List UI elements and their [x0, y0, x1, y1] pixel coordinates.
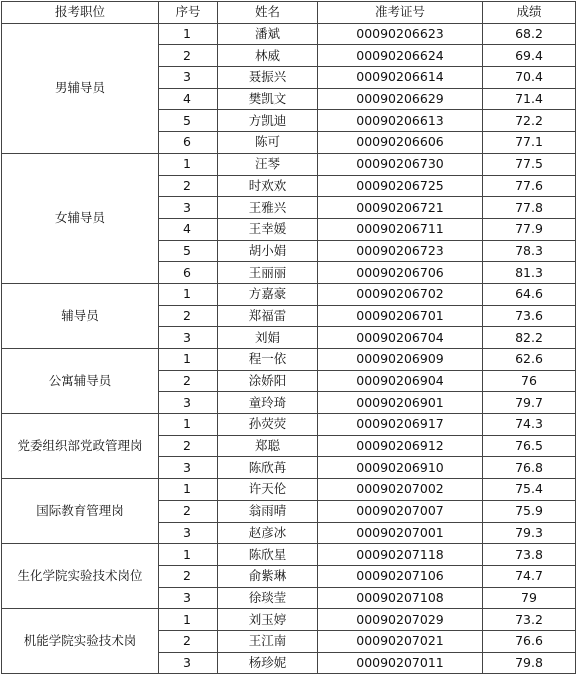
name-cell: 陈欣星: [218, 544, 318, 566]
score-cell: 74.7: [483, 565, 576, 587]
position-cell: 国际教育管理岗: [2, 479, 159, 544]
score-cell: 73.6: [483, 305, 576, 327]
name-cell: 许天伦: [218, 479, 318, 501]
seq-cell: 3: [159, 522, 218, 544]
exam-id-cell: 00090207021: [318, 630, 483, 652]
name-cell: 汪琴: [218, 153, 318, 175]
header-exam-id: 准考证号: [318, 2, 483, 24]
position-cell: 机能学院实验技术岗: [2, 609, 159, 674]
seq-cell: 3: [159, 327, 218, 349]
score-cell: 69.4: [483, 45, 576, 67]
exam-id-cell: 00090206606: [318, 132, 483, 154]
name-cell: 程一依: [218, 349, 318, 371]
name-cell: 童玲琦: [218, 392, 318, 414]
exam-id-cell: 00090206909: [318, 349, 483, 371]
seq-cell: 5: [159, 240, 218, 262]
seq-cell: 4: [159, 88, 218, 110]
seq-cell: 6: [159, 132, 218, 154]
score-cell: 73.2: [483, 609, 576, 631]
seq-cell: 3: [159, 457, 218, 479]
table-row: [2, 414, 576, 436]
exam-id-cell: 00090207002: [318, 479, 483, 501]
seq-cell: 1: [159, 544, 218, 566]
name-cell: 胡小娟: [218, 240, 318, 262]
exam-id-cell: 00090207001: [318, 522, 483, 544]
name-cell: 翁雨晴: [218, 500, 318, 522]
score-table: [1, 1, 576, 674]
score-cell: 76.5: [483, 435, 576, 457]
seq-cell: 2: [159, 305, 218, 327]
score-cell: 78.3: [483, 240, 576, 262]
table-row: [2, 23, 576, 45]
exam-id-cell: 00090206614: [318, 67, 483, 89]
score-cell: 62.6: [483, 349, 576, 371]
seq-cell: 3: [159, 652, 218, 674]
score-cell: 77.9: [483, 218, 576, 240]
score-cell: 75.9: [483, 500, 576, 522]
header-position: 报考职位: [2, 2, 159, 24]
seq-cell: 1: [159, 414, 218, 436]
exam-id-cell: 00090206706: [318, 262, 483, 284]
score-cell: 79: [483, 587, 576, 609]
exam-id-cell: 00090206901: [318, 392, 483, 414]
name-cell: 孙荧荧: [218, 414, 318, 436]
seq-cell: 3: [159, 197, 218, 219]
name-cell: 赵彦冰: [218, 522, 318, 544]
score-cell: 68.2: [483, 23, 576, 45]
exam-id-cell: 00090206701: [318, 305, 483, 327]
position-cell: 生化学院实验技术岗位: [2, 544, 159, 609]
name-cell: 方嘉豪: [218, 283, 318, 305]
name-cell: 郑福雷: [218, 305, 318, 327]
name-cell: 陈可: [218, 132, 318, 154]
exam-id-cell: 00090207108: [318, 587, 483, 609]
header-score: 成绩: [483, 2, 576, 24]
exam-id-cell: 00090206624: [318, 45, 483, 67]
name-cell: 潘斌: [218, 23, 318, 45]
seq-cell: 3: [159, 67, 218, 89]
name-cell: 王江南: [218, 630, 318, 652]
name-cell: 聂振兴: [218, 67, 318, 89]
name-cell: 王幸媛: [218, 218, 318, 240]
score-cell: 77.8: [483, 197, 576, 219]
name-cell: 刘玉婷: [218, 609, 318, 631]
exam-id-cell: 00090206702: [318, 283, 483, 305]
position-cell: 党委组织部党政管理岗: [2, 414, 159, 479]
seq-cell: 1: [159, 479, 218, 501]
exam-id-cell: 00090206613: [318, 110, 483, 132]
exam-id-cell: 00090206725: [318, 175, 483, 197]
score-cell: 79.8: [483, 652, 576, 674]
score-cell: 76.8: [483, 457, 576, 479]
seq-cell: 3: [159, 392, 218, 414]
seq-cell: 5: [159, 110, 218, 132]
table-row: [2, 544, 576, 566]
table-row: [2, 609, 576, 631]
score-cell: 73.8: [483, 544, 576, 566]
name-cell: 陈欣苒: [218, 457, 318, 479]
score-cell: 76: [483, 370, 576, 392]
position-cell: 公寓辅导员: [2, 349, 159, 414]
exam-id-cell: 00090207106: [318, 565, 483, 587]
position-cell: 女辅导员: [2, 153, 159, 283]
score-cell: 64.6: [483, 283, 576, 305]
seq-cell: 2: [159, 370, 218, 392]
exam-id-cell: 00090206910: [318, 457, 483, 479]
name-cell: 刘娟: [218, 327, 318, 349]
name-cell: 郑聪: [218, 435, 318, 457]
seq-cell: 1: [159, 23, 218, 45]
exam-id-cell: 00090207007: [318, 500, 483, 522]
score-cell: 77.1: [483, 132, 576, 154]
seq-cell: 1: [159, 153, 218, 175]
seq-cell: 1: [159, 349, 218, 371]
header-name: 姓名: [218, 2, 318, 24]
table-body: [2, 23, 576, 674]
name-cell: 樊凯文: [218, 88, 318, 110]
table-row: [2, 349, 576, 371]
exam-id-cell: 00090207029: [318, 609, 483, 631]
exam-id-cell: 00090206730: [318, 153, 483, 175]
exam-id-cell: 00090206917: [318, 414, 483, 436]
score-cell: 74.3: [483, 414, 576, 436]
table-row: [2, 283, 576, 305]
score-cell: 77.5: [483, 153, 576, 175]
seq-cell: 1: [159, 609, 218, 631]
score-cell: 81.3: [483, 262, 576, 284]
exam-id-cell: 00090206623: [318, 23, 483, 45]
exam-id-cell: 00090206912: [318, 435, 483, 457]
seq-cell: 2: [159, 435, 218, 457]
seq-cell: 3: [159, 587, 218, 609]
exam-id-cell: 00090207118: [318, 544, 483, 566]
score-cell: 76.6: [483, 630, 576, 652]
seq-cell: 4: [159, 218, 218, 240]
exam-id-cell: 00090206704: [318, 327, 483, 349]
seq-cell: 2: [159, 45, 218, 67]
exam-id-cell: 00090206723: [318, 240, 483, 262]
score-cell: 77.6: [483, 175, 576, 197]
exam-id-cell: 00090206904: [318, 370, 483, 392]
score-cell: 79.7: [483, 392, 576, 414]
header-row: [2, 2, 576, 24]
seq-cell: 2: [159, 630, 218, 652]
name-cell: 俞紫琳: [218, 565, 318, 587]
exam-id-cell: 00090206711: [318, 218, 483, 240]
seq-cell: 2: [159, 175, 218, 197]
exam-id-cell: 00090207011: [318, 652, 483, 674]
seq-cell: 6: [159, 262, 218, 284]
score-cell: 82.2: [483, 327, 576, 349]
score-cell: 72.2: [483, 110, 576, 132]
score-cell: 70.4: [483, 67, 576, 89]
exam-id-cell: 00090206721: [318, 197, 483, 219]
score-cell: 71.4: [483, 88, 576, 110]
seq-cell: 2: [159, 500, 218, 522]
name-cell: 王雅兴: [218, 197, 318, 219]
name-cell: 王丽丽: [218, 262, 318, 284]
name-cell: 徐琰莹: [218, 587, 318, 609]
position-cell: 辅导员: [2, 283, 159, 348]
score-cell: 79.3: [483, 522, 576, 544]
exam-id-cell: 00090206629: [318, 88, 483, 110]
table-row: [2, 479, 576, 501]
name-cell: 杨珍妮: [218, 652, 318, 674]
name-cell: 涂娇阳: [218, 370, 318, 392]
score-cell: 75.4: [483, 479, 576, 501]
name-cell: 时欢欢: [218, 175, 318, 197]
seq-cell: 2: [159, 565, 218, 587]
position-cell: 男辅导员: [2, 23, 159, 153]
seq-cell: 1: [159, 283, 218, 305]
header-seq: 序号: [159, 2, 218, 24]
name-cell: 林威: [218, 45, 318, 67]
table-row: [2, 153, 576, 175]
name-cell: 方凯迪: [218, 110, 318, 132]
